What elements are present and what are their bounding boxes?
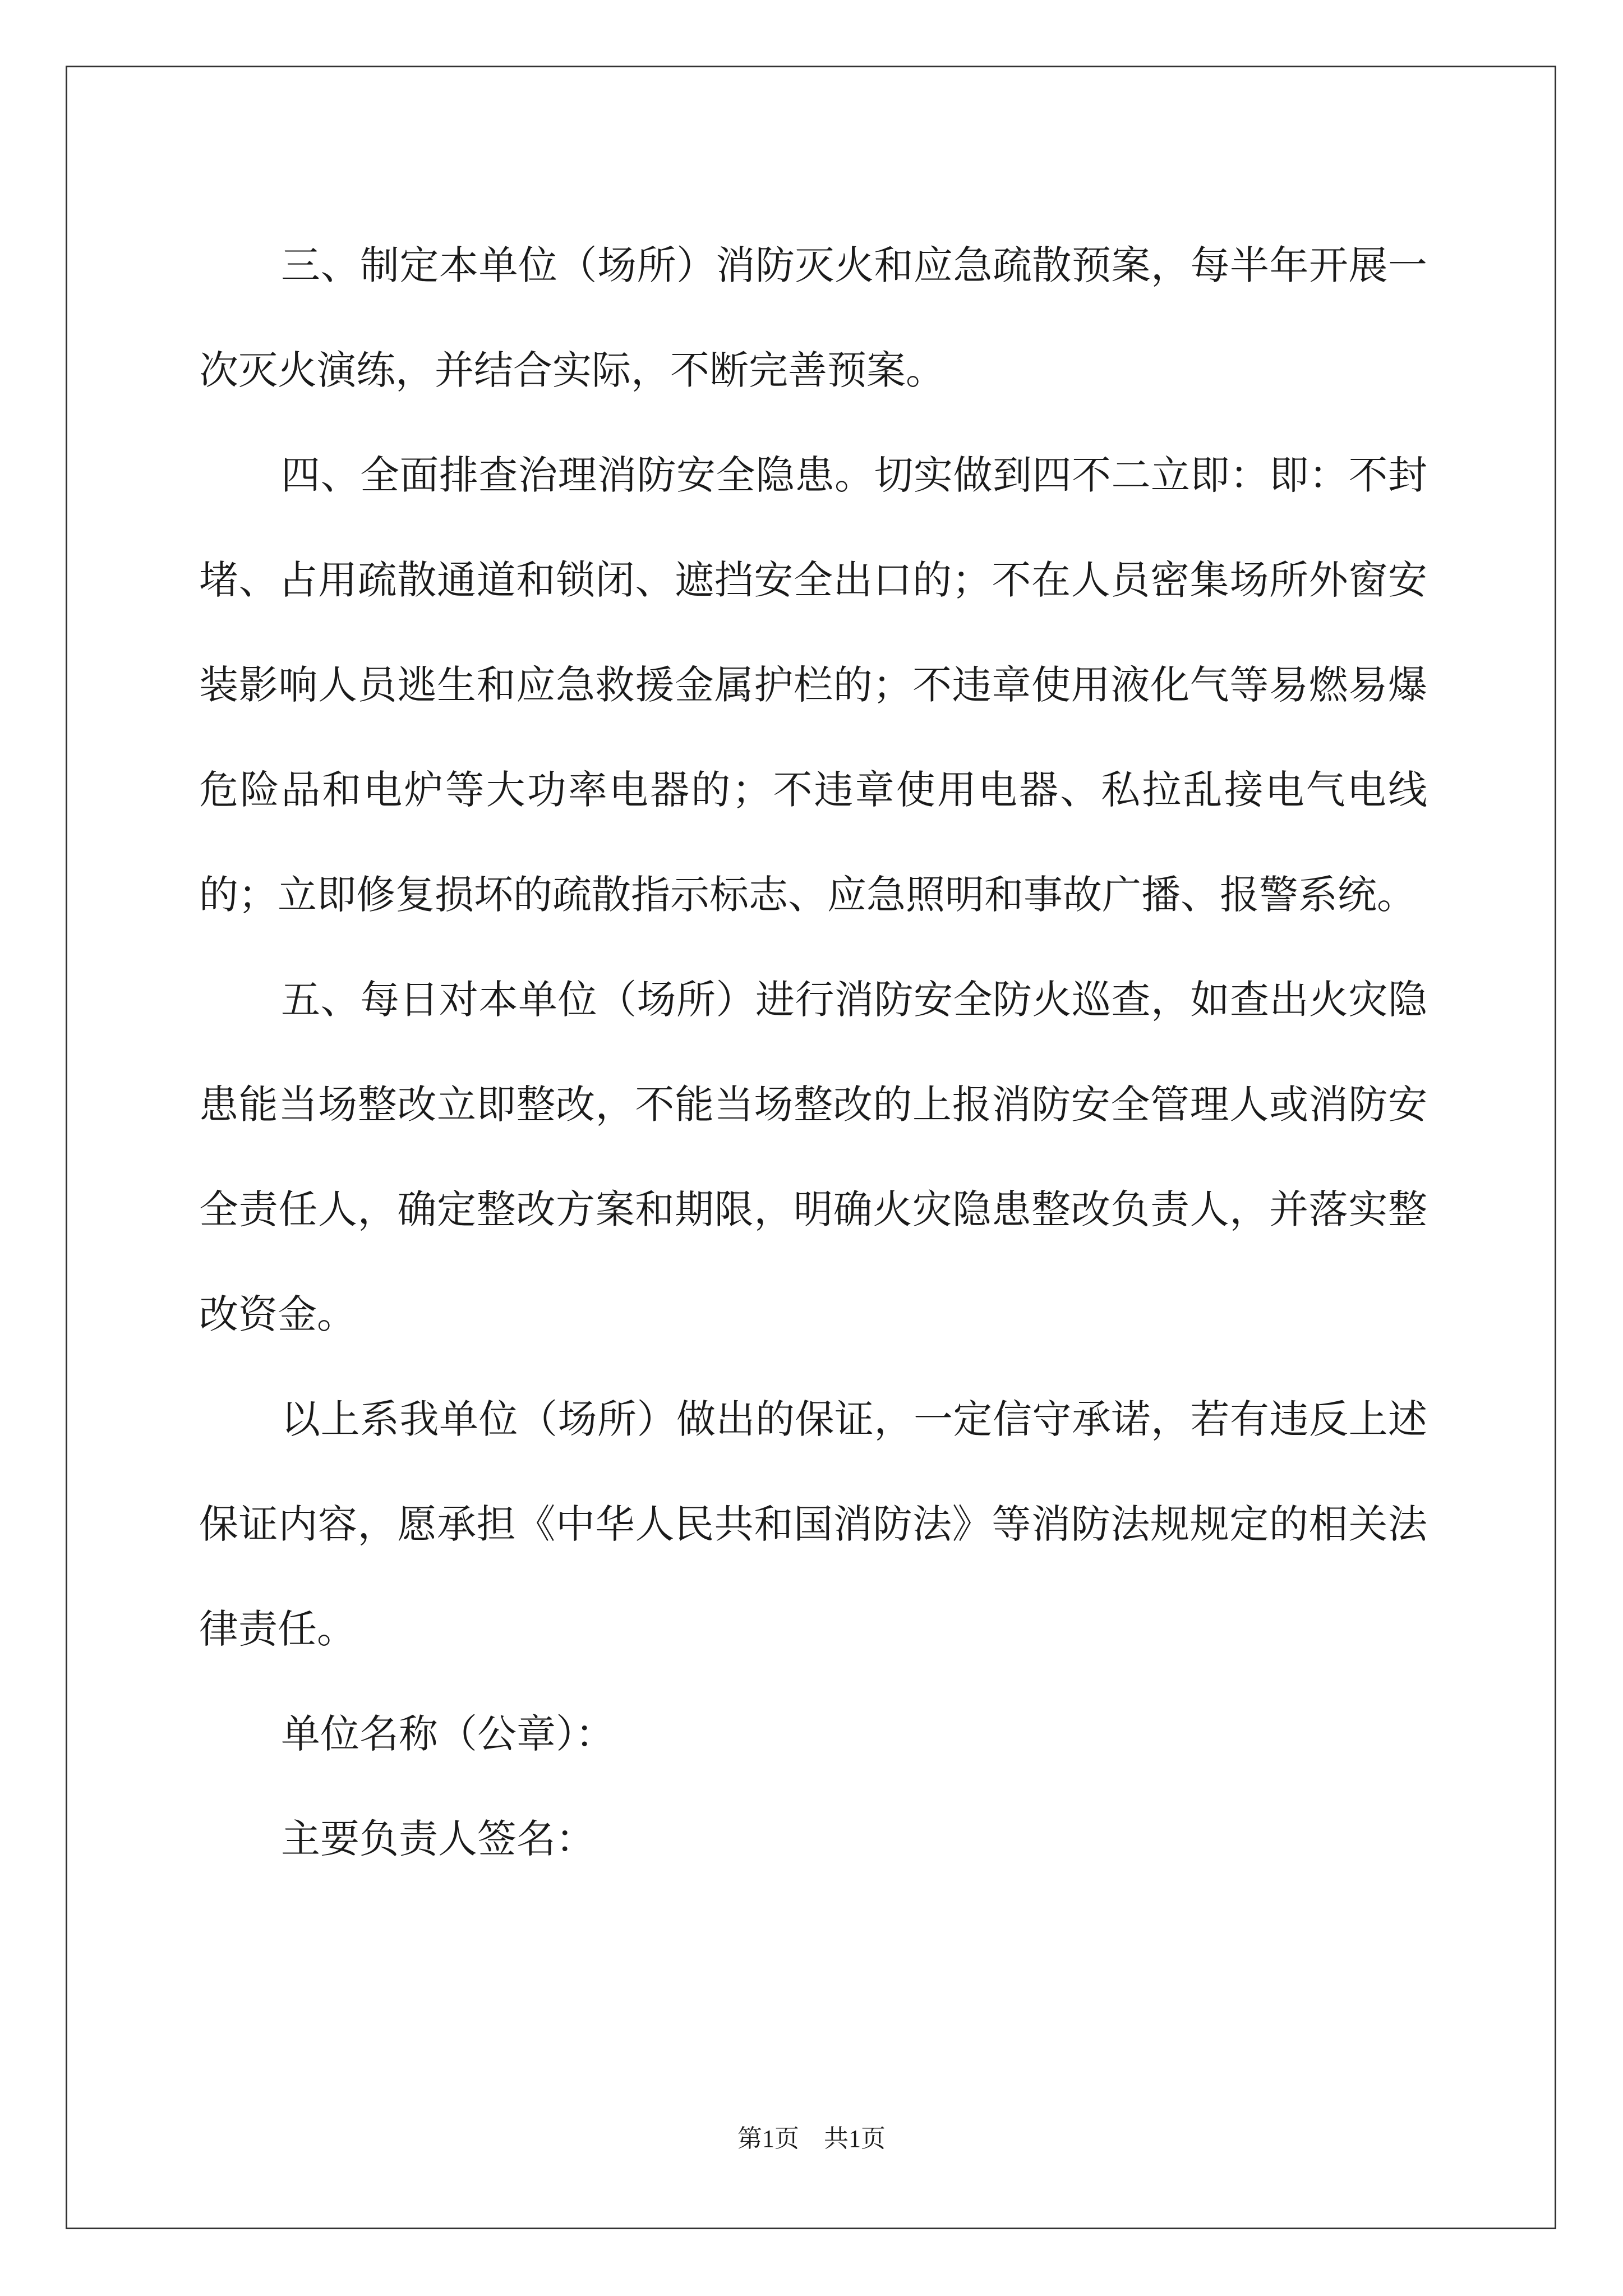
page-footer: 第1页 共1页 [737,2125,886,2152]
document-body [199,213,1427,1892]
paragraph-fire-plan: 三、制定本单位（场所）消防灭火和应急疏散预案，每半年开展一次灭火演练，并结合实际，不断完善预案。 [199,242,1427,393]
paragraph-hazard-inspection: 四、全面排查治理消防安全隐患。切实做到四不二立即：即：不封堵、占用疏散通道和锁闭、遮挡安全出口的；不在人员密集场所外窗安装影响人员逃生和应急救援金属护栏的；不违章使用液化气等易燃易爆危险品和电炉等大功率电器的；不违章使用电器、私拉乱接电气电线的；立即修复损坏的疏散指示标志、应急照明和事故广播、报警系统。 [199,452,1427,918]
paragraph-commitment: 以上系我单位（场所）做出的保证，一定信守承诺，若有违反上述保证内容，愿承担《中华人民共和国消防法》等消防法规规定的相关法律责任。 [199,1396,1427,1652]
unit-name-field: 单位名称（公章）： [281,1711,615,1757]
paragraph-daily-patrol: 五、每日对本单位（场所）进行消防安全防火巡查，如查出火灾隐患能当场整改立即整改，不能当场整改的上报消防安全管理人或消防安全责任人，确定整改方案和期限，明确火灾隐患整改负责人，并落实整改资金。 [199,977,1427,1337]
responsible-person-signature-field: 主要负责人签名： [281,1816,595,1862]
